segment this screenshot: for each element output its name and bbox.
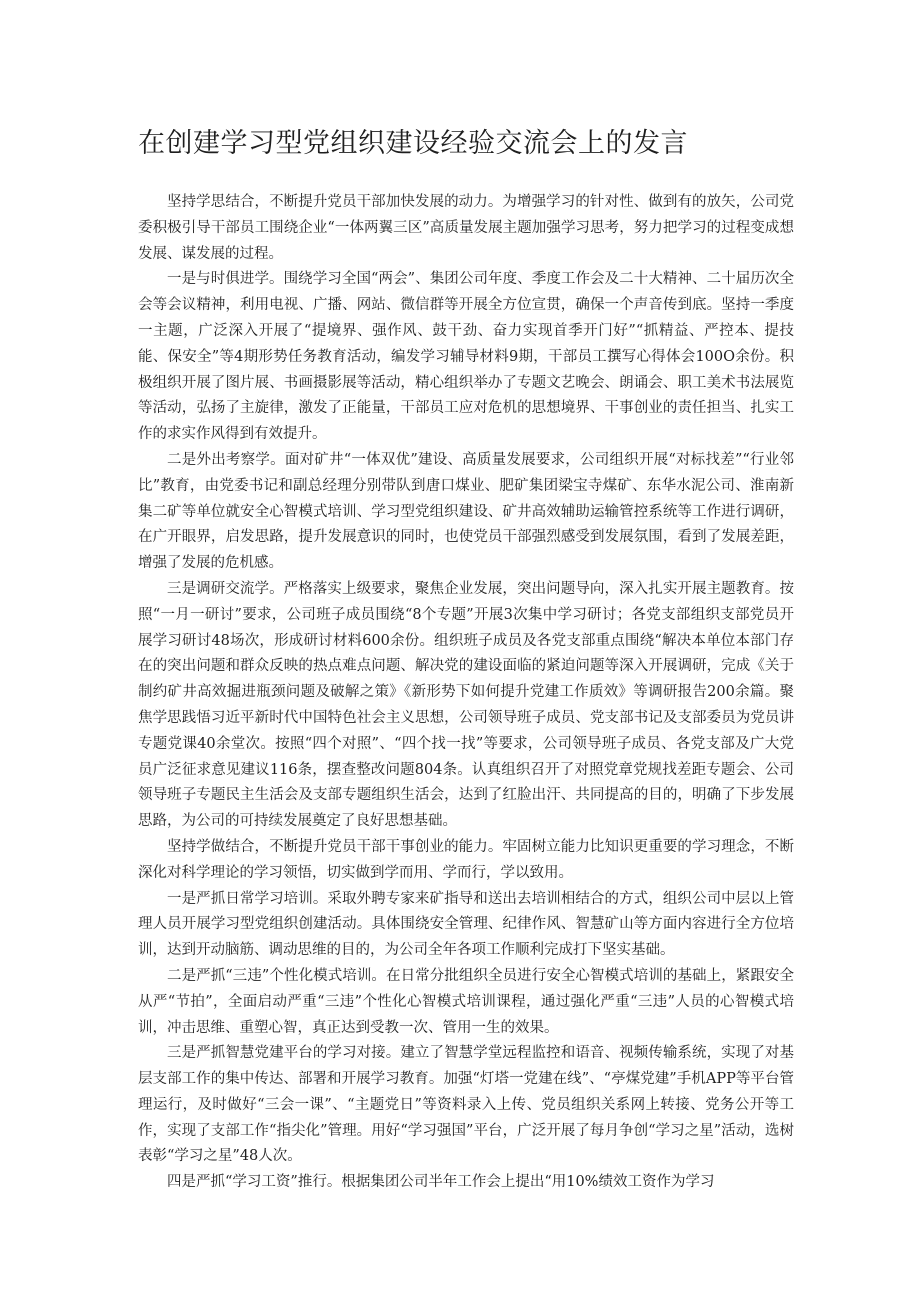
paragraph-5: 坚持学做结合，不断提升党员干部干事创业的能力。牢固树立能力比知识更重要的学习理念，不断深化对科学理论的学习领悟，切实做到学而用、学而行，学以致用。 <box>138 838 794 881</box>
paragraph-6: 一是严抓日常学习培训。采取外聘专家来矿指导和送出去培训相结合的方式，组织公司中层以上管理人员开展学习型党组织创建活动。具体围绕安全管理、纪律作风、智慧矿山等方面内容进行全方位培训，达到开动脑筋、调动思维的目的，为公司全年各项工作顺利完成打下坚实基础。 <box>138 890 794 959</box>
paragraph-2: 一是与时俱进学。围绕学习全国“两会”、集团公司年度、季度工作会及二十大精神、二十届历次全会等会议精神，利用电视、广播、网站、微信群等开展全方位宣贯，确保一个声音传到底。坚持一季度一主题，广泛深入开展了“提境界、强作风、鼓干劲、奋力实现首季开门好”“抓精益、严控本、提技能、保安全”等4期形势任务教育活动，编发学习辅导材料9期，干部员工撰写心得体会100O余份。积极组织开展了图片展、书画摄影展等活动，精心组织举办了专题文艺晚会、朗诵会、职工美术书法展览等活动，弘扬了主旋律，激发了正能量，干部员工应对危机的思想境界、干事创业的责任担当、扎实工作的求实作风得到有效提升。 <box>138 271 794 443</box>
paragraph-9: 四是严抓“学习工资”推行。根据集团公司半年工作会上提出“用10%绩效工资作为学习 <box>167 1174 715 1191</box>
paragraph-8: 三是严抓智慧党建平台的学习对接。建立了智慧学堂远程监控和语音、视频传输系统，实现了对基层支部工作的集中传达、部署和开展学习教育。加强“灯塔一党建在线”、“亭煤党建”手机APP等平台管理运行，及时做好“三会一课”、“主题党日”等资料录入上传、党员组织关系网上转接、党务公开等工作，实现了支部工作“指尖化”管理。用好“学习强国”平台，广泛开展了每月争创“学习之星”活动，选树表彰“学习之星”48人次。 <box>138 1045 794 1165</box>
paragraph-7: 二是严抓“三违”个性化模式培训。在日常分批组织全员进行安全心智模式培训的基础上，紧跟安全从严“节拍”，全面启动严重“三违”个性化心智模式培训课程，通过强化严重“三违”人员的心智模式培训，冲击思维、重塑心智，真正达到受教一次、管用一生的效果。 <box>138 967 794 1036</box>
paragraph-4: 三是调研交流学。严格落实上级要求，聚焦企业发展，突出问题导向，深入扎实开展主题教育。按照“一月一研讨”要求，公司班子成员围绕“8个专题”开展3次集中学习研讨；各党支部组织支部党员开展学习研讨48场次，形成研讨材料600余份。组织班子成员及各党支部重点围绕“解决本单位本部门存在的突出问题和群众反映的热点难点问题、解决党的建设面临的紧迫问题等深入开展调研，完成《关于制约矿井高效掘进瓶颈问题及破解之策》《新形势下如何提升党建工作质效》等调研报告200余篇。聚焦学思践悟习近平新时代中国特色社会主义思想，公司领导班子成员、党支部书记及支部委员为党员讲专题党课40余堂次。按照“四个对照”、“四个找一找”等要求，公司领导班子成员、各党支部及广大党员广泛征求意见建议116条，摆查整改问题804条。认真组织召开了对照党章党规找差距专题会、公司领导班子专题民主生活会及支部专题组织生活会，达到了红脸出汗、共同提高的目的，明确了下步发展思路，为公司的可持续发展奠定了良好思想基础。 <box>138 580 794 830</box>
paragraph-3: 二是外出考察学。面对矿井“一体双优”建设、高质量发展要求，公司组织开展“对标找差”“行业邻比”教育，由党委书记和副总经理分别带队到唐口煤业、肥矿集团梁宝寺煤矿、东华水泥公司、淮南新集二矿等单位就安全心智模式培训、学习型党组织建设、矿井高效辅助运输管控系统等工作进行调研，在广开眼界，启发思路，提升发展意识的同时，也使党员干部强烈感受到发展氛围，看到了发展差距，增强了发展的危机感。 <box>138 451 794 572</box>
document-title: 在创建学习型党组织建设经验交流会上的发言 <box>138 128 688 159</box>
document-page <box>138 120 794 1196</box>
paragraph-1: 坚持学思结合，不断提升党员干部加快发展的动力。为增强学习的针对性、做到有的放矢，公司党委积极引导干部员工围绕企业“一体两翼三区”高质量发展主题加强学习思考，努力把学习的过程变成想发展、谋发展的过程。 <box>138 194 794 262</box>
